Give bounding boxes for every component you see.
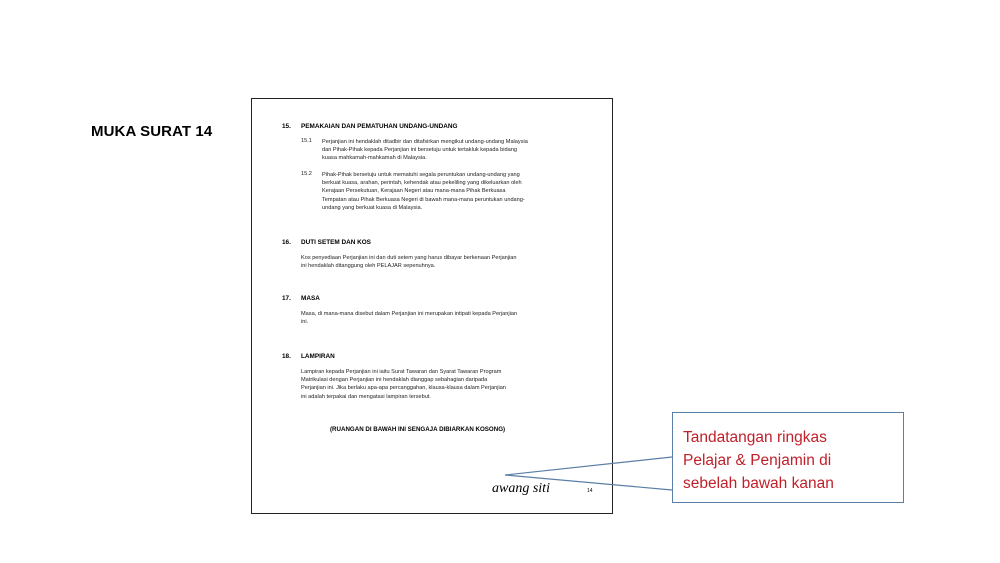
section-number: 15.	[282, 123, 291, 130]
section-title: MASA	[301, 295, 320, 302]
clause-number: 15.2	[301, 171, 312, 177]
text-line: ini hendaklah ditanggung oleh PELAJAR sepenuhnya.	[301, 263, 436, 270]
blank-space-notice: (RUANGAN DI BAWAH INI SENGAJA DIBIARKAN KOSONG)	[330, 426, 506, 433]
section-number: 18.	[282, 353, 291, 360]
text-line: undang yang berkuat kuasa di Malaysia.	[322, 204, 423, 211]
callout-line: Tandatangan ringkas	[683, 429, 827, 446]
page-number: 14	[587, 488, 593, 494]
text-line: dan Pihak-Pihak kepada Perjanjian ini bersetuju untuk tertakluk kepada bidang	[322, 147, 517, 154]
clause-number: 15.1	[301, 138, 312, 144]
slide-title: MUKA SURAT 14	[91, 123, 213, 140]
text-line: Pihak-Pihak bersetuju untuk mematuhi segala peruntukan undang-undang yang	[322, 172, 520, 178]
callout-box	[672, 412, 904, 503]
callout-text	[683, 426, 834, 495]
text-line: Lampiran kepada Perjanjian ini iaitu Surat Tawaran dan Syarat Tawaran Program	[301, 369, 502, 375]
section-number: 16.	[282, 239, 291, 246]
section-title: LAMPIRAN	[301, 353, 335, 360]
text-line: Matrikulasi dengan Perjanjian ini hendaklah dianggap sebahagian daripada	[301, 377, 488, 384]
callout-line: sebelah bawah kanan	[683, 475, 834, 492]
text-line: ini.	[301, 319, 309, 326]
text-line: ini adalah terpakai dan mengatasi lampiran tersebut.	[301, 393, 431, 400]
section-number: 17.	[282, 295, 291, 302]
text-line: Tempatan atau Pihak Berkuasa Negeri di bawah mana-mana peruntukan undang-	[322, 196, 525, 203]
text-line: Kos penyediaan Perjanjian ini dan duti setem yang harus dibayar berkenaan Perjanjian	[301, 255, 517, 261]
text-line: Perjanjian ini. Jika berlaku apa-apa percanggahan, klausa-klausa dalam Perjanjian	[301, 385, 506, 392]
signature: awang siti	[492, 481, 550, 496]
text-line: Perjanjian ini hendaklah ditadbir dan ditafsirkan mengikut undang-undang Malaysia	[322, 139, 528, 145]
text-line: kuasa mahkamah-mahkamah di Malaysia.	[322, 155, 427, 162]
callout-pointer-line	[505, 457, 672, 490]
section-title: PEMAKAIAN DAN PEMATUHAN UNDANG-UNDANG	[301, 123, 458, 130]
text-line: berkuat kuasa, arahan, perintah, kehendak atau pekeliling yang dikeluarkan oleh	[322, 180, 522, 187]
callout-line: Pelajar & Penjamin di	[683, 452, 832, 469]
section-title: DUTI SETEM DAN KOS	[301, 239, 371, 246]
text-line: Kerajaan Persekutuan, Kerajaan Negeri atau mana-mana Pihak Berkuasa	[322, 188, 506, 195]
text-line: Masa, di mana-mana disebut dalam Perjanjian ini merupakan intipati kepada Perjanjian	[301, 311, 518, 317]
